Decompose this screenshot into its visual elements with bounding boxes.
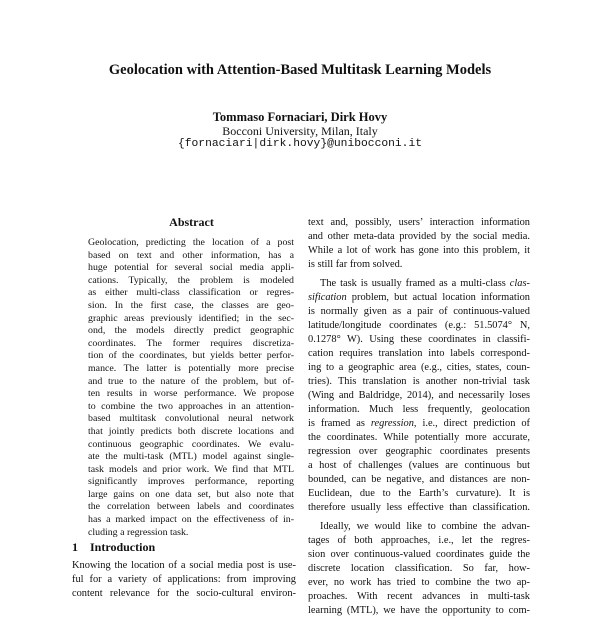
text-line: cation requires translation into labels correspond-: [308, 348, 530, 359]
text-line: and other meta-data provided by the social media.: [308, 231, 530, 242]
text-line: cluding a regression task.: [88, 526, 189, 538]
text-line: to combine the two approaches in an attention-: [88, 400, 294, 412]
text-line: based on text and other information, has a: [88, 249, 294, 261]
paper-affiliation: Bocconi University, Milan, Italy: [222, 124, 378, 138]
text-line: ten results in worse performance. We propose: [88, 388, 294, 400]
paper-email: {fornaciari|dirk.hovy}@unibocconi.it: [177, 138, 423, 150]
text-line: mance. The latter is potentially more precise: [88, 362, 294, 374]
text-line: ond, the models directly predict geographic: [88, 325, 294, 337]
abstract-heading: Abstract: [169, 215, 214, 229]
emphasis: regression: [370, 418, 414, 429]
text-line: ing to a geographic area (e.g., cities, states, coun-: [308, 362, 530, 373]
text-line: has a marked impact on the effectiveness of in-: [88, 514, 294, 526]
text-line: proaches. With recent advances in multi-task: [308, 591, 530, 602]
text-line: regression over geographic coordinates presents: [308, 446, 530, 457]
text-line: Ideally, we would like to combine the advan-: [320, 521, 530, 532]
text-line: learning (MTL), we have the opportunity to com-: [308, 605, 530, 616]
text-line: graphic areas previously identified; in the sec-: [88, 312, 294, 324]
text-line: based multitask convolutional neural network: [88, 413, 294, 425]
introduction-heading: [72, 540, 155, 555]
introduction-body: [72, 559, 296, 601]
text-line: the coordinates. While potentially more accurate,: [308, 432, 530, 443]
text-line: the correlation between labels and coordinates: [88, 501, 294, 513]
abstract-body: [88, 237, 294, 539]
section-title: Introduction: [90, 540, 156, 554]
text-line: sification problem, but actual location information: [308, 292, 530, 303]
text-line: Knowing the location of a social media post is use-: [72, 560, 296, 571]
text-line: The task is usually framed as a multi-class clas-: [320, 278, 530, 289]
text-line: sion over continuous-valued coordinates guide the: [308, 549, 530, 560]
text-line: (Wing and Baldridge, 2014), and necessarily loses: [308, 390, 530, 401]
text-line: ever, no work has tried to combine the two ap-: [308, 577, 530, 588]
text-line: information. Much less frequently, geolocation: [308, 404, 530, 415]
text-line: a host of challenges (values are continuous but: [308, 460, 530, 471]
paper-title: Geolocation with Attention-Based Multitask Learning Models: [108, 62, 492, 78]
section-number: 1: [72, 540, 78, 554]
emphasis: clas-: [509, 278, 530, 289]
text-line: latitude/longitude coordinates (e.g.: 51.5074° N,: [308, 320, 530, 331]
text-line: and true to the nature of the problem, but of-: [88, 375, 294, 387]
text-line: huge potential for several social media appli-: [88, 262, 294, 274]
text-line: Euclidean, due to the Earth’s curvature). It is: [308, 488, 530, 499]
text-line: tries). This translation is another non-trivial task: [308, 376, 530, 387]
text-line: large gains on one data set, but also note that: [88, 488, 294, 500]
text-line: content relevance for the socio-cultural environ-: [72, 588, 296, 599]
text-line: tion of the coordinates, but yields better perfor-: [88, 350, 294, 362]
text-line: ful for a variety of applications: from improving: [72, 574, 296, 585]
paper-authors: Tommaso Fornaciari, Dirk Hovy: [212, 110, 388, 124]
text-line: coordinates. The former requires discretiza-: [88, 337, 294, 349]
text-line: text and, possibly, users’ interaction information: [308, 217, 530, 228]
text-line: cations. Typically, the problem is modeled: [88, 274, 294, 286]
text-line: Geolocation, predicting the location of a post: [88, 237, 294, 248]
paragraph-task: [308, 277, 530, 515]
text-line: is still far from solved.: [308, 259, 403, 270]
text-line: is normally given as a pair of continuous-valued: [308, 306, 530, 317]
text-line: that jointly predicts both discrete locations and: [88, 425, 294, 437]
text-line: bounded, can be negative, and distances are non-: [308, 474, 530, 485]
text-line: continuous geographic coordinates. We evalu-: [88, 438, 294, 450]
text-line: sion. In the first case, the classes are geo-: [88, 299, 294, 311]
text-line: as either multi-class classification or regres-: [88, 287, 294, 299]
emphasis: sification: [308, 292, 347, 303]
text-line: significantly improves performance, reporting: [88, 476, 294, 488]
text-line: therefore usually less effective than classification.: [308, 502, 530, 513]
text-line: tages of both approaches, i.e., let the regres-: [308, 535, 530, 546]
text-line: task models and prior work. We find that MTL: [88, 463, 294, 475]
right-column: [308, 216, 530, 618]
text-line: discrete location classification. So far, how-: [308, 563, 530, 574]
text-line: 0.1278° W). Using these coordinates in classifi-: [308, 334, 530, 345]
text-line: is framed as regression, i.e., direct prediction of: [308, 418, 530, 429]
paragraph-ideally: [308, 520, 530, 618]
text-line: While a lot of work has gone into this problem, it: [308, 245, 530, 256]
text-line: ate the multi-task (MTL) model against single-: [88, 451, 294, 463]
paragraph-context: [308, 216, 530, 272]
